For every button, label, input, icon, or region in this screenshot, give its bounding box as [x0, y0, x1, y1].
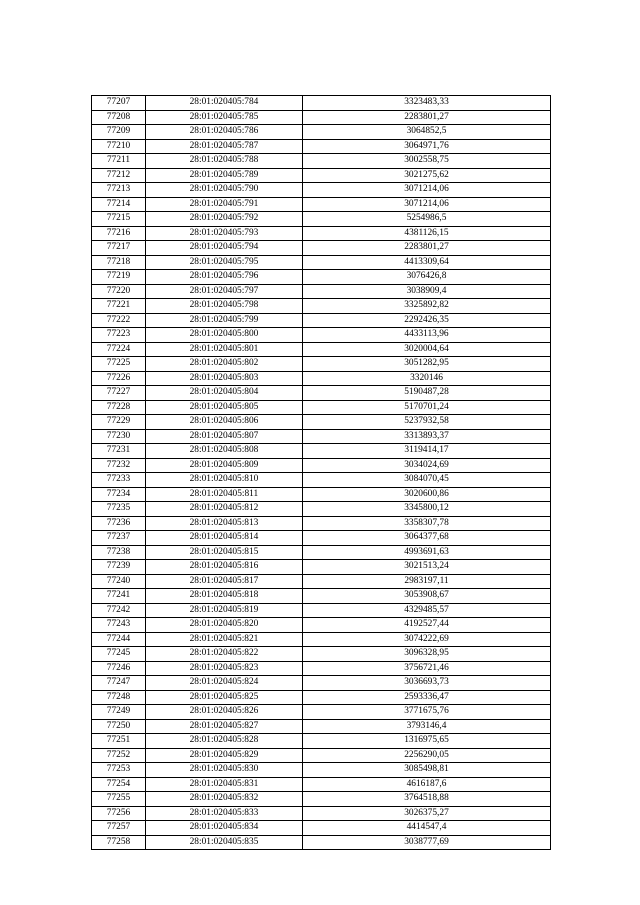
row-number-cell: 77218	[92, 255, 146, 270]
table-row	[92, 748, 551, 763]
row-number-cell: 77245	[92, 647, 146, 662]
table-row	[92, 458, 551, 473]
row-number-cell: 77244	[92, 632, 146, 647]
row-number-cell: 77238	[92, 545, 146, 560]
table-row	[92, 545, 551, 560]
cadastral-number-cell: 28:01:020405:815	[146, 545, 303, 560]
table-row	[92, 618, 551, 633]
row-number-cell: 77210	[92, 139, 146, 154]
row-number-cell: 77249	[92, 705, 146, 720]
cadastral-value-cell: 3756721,46	[303, 661, 551, 676]
table-row	[92, 603, 551, 618]
cadastral-value-cell: 3793146,4	[303, 719, 551, 734]
cadastral-value-cell: 3036693,73	[303, 676, 551, 691]
table-row	[92, 139, 551, 154]
row-number-cell: 77216	[92, 226, 146, 241]
table-row	[92, 792, 551, 807]
cadastral-number-cell: 28:01:020405:795	[146, 255, 303, 270]
cadastral-value-cell: 3358307,78	[303, 516, 551, 531]
row-number-cell: 77224	[92, 342, 146, 357]
row-number-cell: 77231	[92, 444, 146, 459]
table-row	[92, 574, 551, 589]
cadastral-number-cell: 28:01:020405:807	[146, 429, 303, 444]
cadastral-value-cell: 3345800,12	[303, 502, 551, 517]
cadastral-value-cell: 5237932,58	[303, 415, 551, 430]
row-number-cell: 77239	[92, 560, 146, 575]
cadastral-value-cell: 4433113,96	[303, 328, 551, 343]
cadastral-number-cell: 28:01:020405:789	[146, 168, 303, 183]
cadastral-number-cell: 28:01:020405:793	[146, 226, 303, 241]
cadastral-value-cell: 3119414,17	[303, 444, 551, 459]
cadastral-number-cell: 28:01:020405:829	[146, 748, 303, 763]
row-number-cell: 77250	[92, 719, 146, 734]
table-row	[92, 531, 551, 546]
row-number-cell: 77247	[92, 676, 146, 691]
cadastral-number-cell: 28:01:020405:835	[146, 835, 303, 850]
table-row	[92, 835, 551, 850]
cadastral-number-cell: 28:01:020405:826	[146, 705, 303, 720]
table-row	[92, 719, 551, 734]
row-number-cell: 77222	[92, 313, 146, 328]
row-number-cell: 77233	[92, 473, 146, 488]
row-number-cell: 77254	[92, 777, 146, 792]
cadastral-number-cell: 28:01:020405:824	[146, 676, 303, 691]
table-row	[92, 371, 551, 386]
cadastral-value-cell: 2292426,35	[303, 313, 551, 328]
cadastral-value-cell: 2256290,05	[303, 748, 551, 763]
cadastral-value-cell: 2283801,27	[303, 241, 551, 256]
cadastral-value-cell: 5190487,28	[303, 386, 551, 401]
cadastral-number-cell: 28:01:020405:809	[146, 458, 303, 473]
table-row	[92, 806, 551, 821]
cadastral-number-cell: 28:01:020405:787	[146, 139, 303, 154]
row-number-cell: 77219	[92, 270, 146, 285]
cadastral-number-cell: 28:01:020405:828	[146, 734, 303, 749]
row-number-cell: 77207	[92, 96, 146, 111]
cadastral-value-cell: 3038909,4	[303, 284, 551, 299]
cadastral-number-cell: 28:01:020405:784	[146, 96, 303, 111]
cadastral-value-cell: 3026375,27	[303, 806, 551, 821]
table-row	[92, 777, 551, 792]
cadastral-number-cell: 28:01:020405:810	[146, 473, 303, 488]
table-row	[92, 444, 551, 459]
cadastral-value-cell: 3064852,5	[303, 125, 551, 140]
cadastral-number-cell: 28:01:020405:790	[146, 183, 303, 198]
row-number-cell: 77228	[92, 400, 146, 415]
table-row	[92, 560, 551, 575]
cadastral-number-cell: 28:01:020405:813	[146, 516, 303, 531]
cadastral-number-cell: 28:01:020405:802	[146, 357, 303, 372]
row-number-cell: 77221	[92, 299, 146, 314]
cadastral-number-cell: 28:01:020405:797	[146, 284, 303, 299]
cadastral-value-cell: 3064971,76	[303, 139, 551, 154]
table-row	[92, 226, 551, 241]
row-number-cell: 77220	[92, 284, 146, 299]
cadastral-value-cell: 3021275,62	[303, 168, 551, 183]
cadastral-value-cell: 3074222,69	[303, 632, 551, 647]
row-number-cell: 77226	[92, 371, 146, 386]
cadastral-number-cell: 28:01:020405:830	[146, 763, 303, 778]
table-row	[92, 125, 551, 140]
cadastral-number-cell: 28:01:020405:803	[146, 371, 303, 386]
table-row	[92, 110, 551, 125]
table-row	[92, 197, 551, 212]
cadastral-number-cell: 28:01:020405:805	[146, 400, 303, 415]
table-row	[92, 96, 551, 111]
row-number-cell: 77242	[92, 603, 146, 618]
cadastral-value-cell: 3051282,95	[303, 357, 551, 372]
table-row	[92, 299, 551, 314]
cadastral-number-cell: 28:01:020405:817	[146, 574, 303, 589]
row-number-cell: 77241	[92, 589, 146, 604]
cadastral-value-cell: 3053908,67	[303, 589, 551, 604]
cadastral-value-cell: 3064377,68	[303, 531, 551, 546]
table-row	[92, 589, 551, 604]
cadastral-value-cell: 3764518,88	[303, 792, 551, 807]
table-row	[92, 661, 551, 676]
table-row	[92, 821, 551, 836]
cadastral-value-cell: 4414547,4	[303, 821, 551, 836]
cadastral-number-cell: 28:01:020405:808	[146, 444, 303, 459]
cadastral-value-cell: 3771675,76	[303, 705, 551, 720]
cadastral-number-cell: 28:01:020405:816	[146, 560, 303, 575]
table-row	[92, 270, 551, 285]
cadastral-value-cell: 3020600,86	[303, 487, 551, 502]
table-row	[92, 415, 551, 430]
cadastral-number-cell: 28:01:020405:821	[146, 632, 303, 647]
row-number-cell: 77248	[92, 690, 146, 705]
cadastral-value-cell: 3313893,37	[303, 429, 551, 444]
cadastral-number-cell: 28:01:020405:806	[146, 415, 303, 430]
cadastral-value-cell: 3323483,33	[303, 96, 551, 111]
cadastral-value-cell: 3020004,64	[303, 342, 551, 357]
cadastral-value-cell: 3085498,81	[303, 763, 551, 778]
row-number-cell: 77215	[92, 212, 146, 227]
row-number-cell: 77209	[92, 125, 146, 140]
cadastral-number-cell: 28:01:020405:786	[146, 125, 303, 140]
row-number-cell: 77235	[92, 502, 146, 517]
row-number-cell: 77234	[92, 487, 146, 502]
cadastral-value-cell: 4993691,63	[303, 545, 551, 560]
table-row	[92, 313, 551, 328]
cadastral-value-cell: 4413309,64	[303, 255, 551, 270]
cadastral-value-cell: 5170701,24	[303, 400, 551, 415]
cadastral-value-cell: 4192527,44	[303, 618, 551, 633]
cadastral-number-cell: 28:01:020405:825	[146, 690, 303, 705]
row-number-cell: 77258	[92, 835, 146, 850]
row-number-cell: 77225	[92, 357, 146, 372]
table-row	[92, 676, 551, 691]
cadastral-number-cell: 28:01:020405:820	[146, 618, 303, 633]
table-row	[92, 386, 551, 401]
row-number-cell: 77214	[92, 197, 146, 212]
table-row	[92, 647, 551, 662]
cadastral-number-cell: 28:01:020405:814	[146, 531, 303, 546]
table-row	[92, 357, 551, 372]
cadastral-number-cell: 28:01:020405:804	[146, 386, 303, 401]
cadastral-number-cell: 28:01:020405:794	[146, 241, 303, 256]
row-number-cell: 77236	[92, 516, 146, 531]
row-number-cell: 77232	[92, 458, 146, 473]
table-row	[92, 212, 551, 227]
table-row	[92, 154, 551, 169]
table-body	[92, 96, 551, 850]
cadastral-value-cell: 3002558,75	[303, 154, 551, 169]
cadastral-value-cell: 3021513,24	[303, 560, 551, 575]
row-number-cell: 77237	[92, 531, 146, 546]
table-row	[92, 502, 551, 517]
row-number-cell: 77227	[92, 386, 146, 401]
table-row	[92, 342, 551, 357]
cadastral-number-cell: 28:01:020405:798	[146, 299, 303, 314]
cadastral-value-cell: 3084070,45	[303, 473, 551, 488]
cadastral-value-cell: 4616187,6	[303, 777, 551, 792]
table-row	[92, 487, 551, 502]
row-number-cell: 77217	[92, 241, 146, 256]
cadastral-number-cell: 28:01:020405:831	[146, 777, 303, 792]
row-number-cell: 77256	[92, 806, 146, 821]
cadastral-value-cell: 2593336,47	[303, 690, 551, 705]
cadastral-number-cell: 28:01:020405:834	[146, 821, 303, 836]
table-row	[92, 763, 551, 778]
cadastral-number-cell: 28:01:020405:833	[146, 806, 303, 821]
cadastral-number-cell: 28:01:020405:799	[146, 313, 303, 328]
table-row	[92, 690, 551, 705]
row-number-cell: 77252	[92, 748, 146, 763]
row-number-cell: 77251	[92, 734, 146, 749]
table-row	[92, 284, 551, 299]
table-row	[92, 328, 551, 343]
cadastral-number-cell: 28:01:020405:812	[146, 502, 303, 517]
cadastral-value-cell: 5254986,5	[303, 212, 551, 227]
cadastral-number-cell: 28:01:020405:800	[146, 328, 303, 343]
row-number-cell: 77240	[92, 574, 146, 589]
cadastral-number-cell: 28:01:020405:788	[146, 154, 303, 169]
cadastral-number-cell: 28:01:020405:801	[146, 342, 303, 357]
cadastral-value-cell: 1316975,65	[303, 734, 551, 749]
table-row	[92, 400, 551, 415]
table-row	[92, 241, 551, 256]
row-number-cell: 77211	[92, 154, 146, 169]
row-number-cell: 77230	[92, 429, 146, 444]
cadastral-value-table	[91, 95, 551, 850]
cadastral-number-cell: 28:01:020405:823	[146, 661, 303, 676]
cadastral-number-cell: 28:01:020405:785	[146, 110, 303, 125]
cadastral-value-cell: 3071214,06	[303, 197, 551, 212]
table-row	[92, 632, 551, 647]
cadastral-number-cell: 28:01:020405:832	[146, 792, 303, 807]
cadastral-value-cell: 3076426,8	[303, 270, 551, 285]
cadastral-number-cell: 28:01:020405:791	[146, 197, 303, 212]
row-number-cell: 77213	[92, 183, 146, 198]
row-number-cell: 77255	[92, 792, 146, 807]
table-row	[92, 429, 551, 444]
cadastral-number-cell: 28:01:020405:827	[146, 719, 303, 734]
cadastral-number-cell: 28:01:020405:792	[146, 212, 303, 227]
row-number-cell: 77223	[92, 328, 146, 343]
table-row	[92, 168, 551, 183]
table-row	[92, 473, 551, 488]
table-row	[92, 255, 551, 270]
cadastral-number-cell: 28:01:020405:796	[146, 270, 303, 285]
cadastral-value-cell: 4329485,57	[303, 603, 551, 618]
cadastral-value-cell: 2283801,27	[303, 110, 551, 125]
row-number-cell: 77229	[92, 415, 146, 430]
cadastral-number-cell: 28:01:020405:822	[146, 647, 303, 662]
row-number-cell: 77212	[92, 168, 146, 183]
table-row	[92, 705, 551, 720]
cadastral-value-cell: 3320146	[303, 371, 551, 386]
cadastral-value-cell: 2983197,11	[303, 574, 551, 589]
table-row	[92, 734, 551, 749]
cadastral-number-cell: 28:01:020405:819	[146, 603, 303, 618]
cadastral-number-cell: 28:01:020405:818	[146, 589, 303, 604]
cadastral-value-cell: 3034024,69	[303, 458, 551, 473]
cadastral-value-cell: 3096328,95	[303, 647, 551, 662]
cadastral-number-cell: 28:01:020405:811	[146, 487, 303, 502]
cadastral-value-cell: 3071214,06	[303, 183, 551, 198]
row-number-cell: 77253	[92, 763, 146, 778]
cadastral-value-cell: 3325892,82	[303, 299, 551, 314]
cadastral-value-cell: 3038777,69	[303, 835, 551, 850]
table-row	[92, 516, 551, 531]
row-number-cell: 77208	[92, 110, 146, 125]
row-number-cell: 77246	[92, 661, 146, 676]
row-number-cell: 77243	[92, 618, 146, 633]
table-row	[92, 183, 551, 198]
row-number-cell: 77257	[92, 821, 146, 836]
cadastral-value-cell: 4381126,15	[303, 226, 551, 241]
